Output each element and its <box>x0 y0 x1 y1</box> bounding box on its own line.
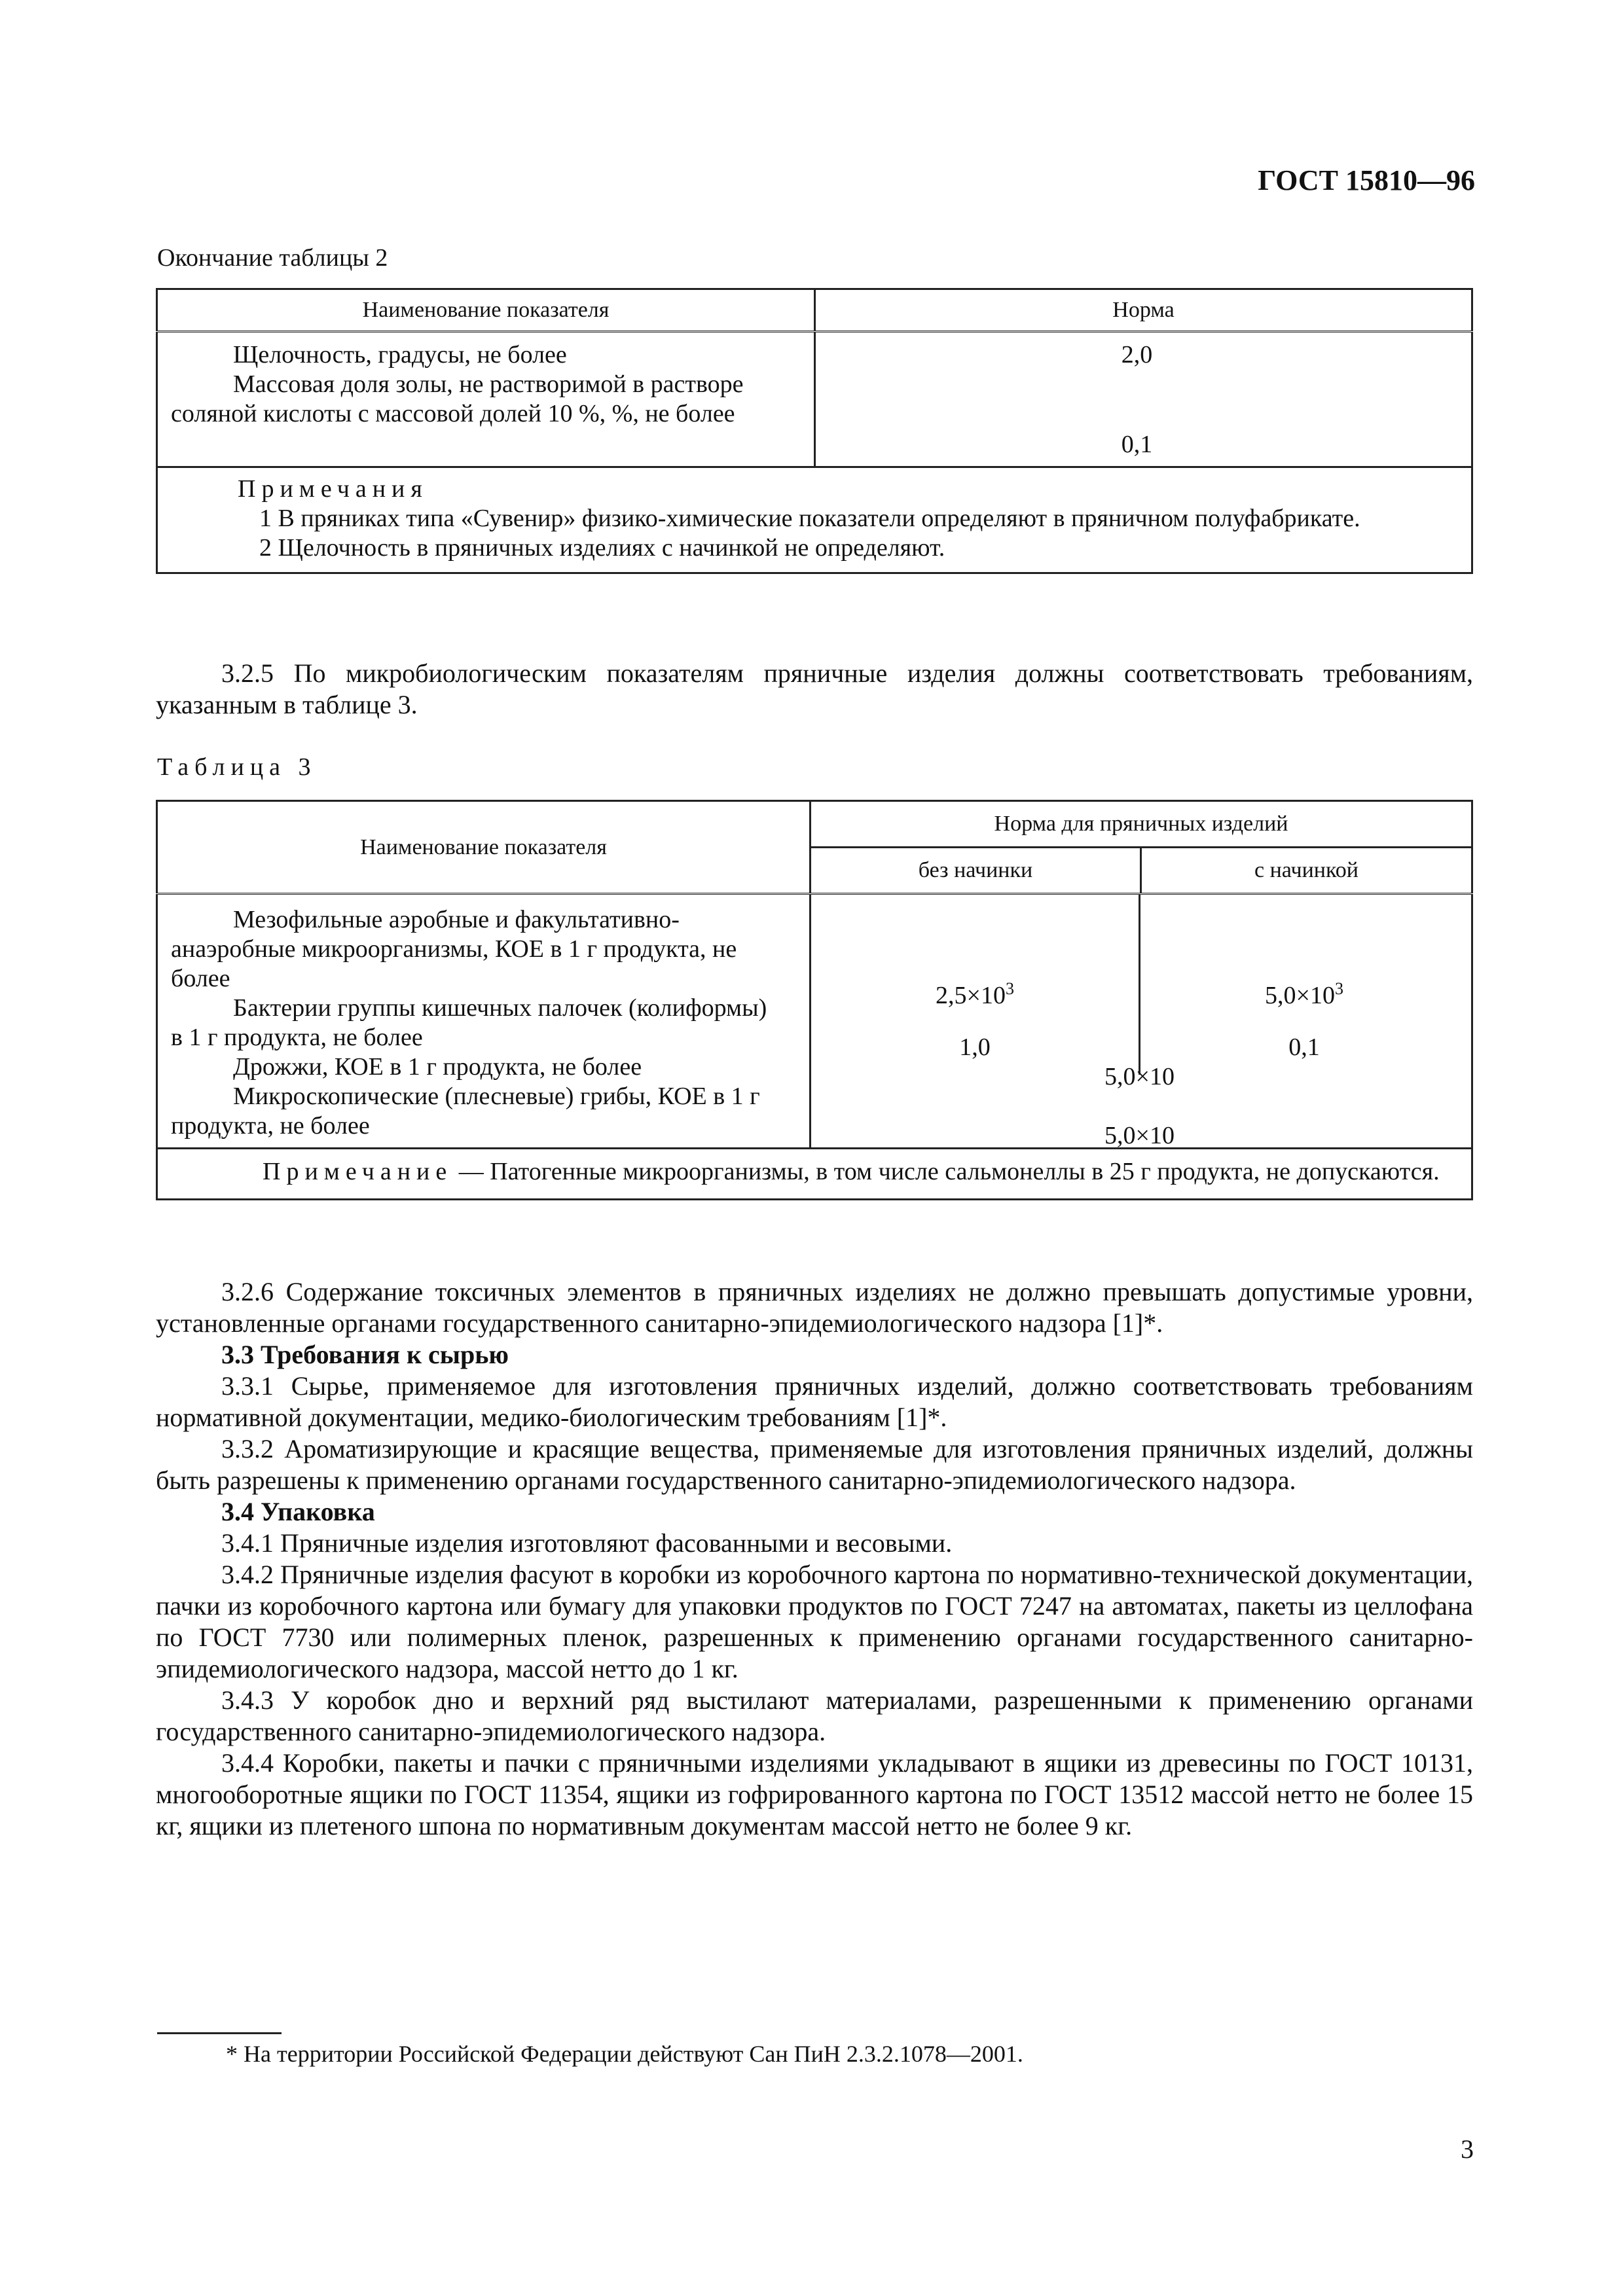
table3-note-text: Примечание — Патогенные микроорганизмы, в том числе сальмонеллы в 25 г продукта, не допускаются. <box>263 1158 1440 1185</box>
table3-values-cell <box>811 894 1472 1149</box>
table3-row2-name: Бактерии группы кишечных палочек (колиформы) в 1 г продукта, не более <box>171 994 767 1051</box>
table3-row1-with: $5,0\times 10^3$ <box>1265 979 1343 1009</box>
table2-note-1: 1 В пряниках типа «Сувенир» физико-химические показатели определяют в пряничном полуфабрикате. <box>259 505 1360 532</box>
paragraph-3-4-4: 3.4.4 Коробки, пакеты и пачки с пряничными изделиями укладывают в ящики из древесины по ГОСТ 10131, многооборотные ящики по ГОСТ 11354, ящики из гофрированного картона по ГОСТ 13512 массой нетто не более 15 кг, ящики из плетеного шпона по нормативным документам массой нетто не более 9 кг. <box>156 1748 1473 1840</box>
table3 <box>156 800 1473 1200</box>
paragraph-3-2-6: 3.2.6 Содержание токсичных элементов в пряничных изделиях не должно превышать допустимые уровни, установленные органами государственного санитарно-эпидемиологического надзора [1]*. <box>156 1277 1473 1338</box>
table3-header-name: Наименование показателя <box>157 801 811 894</box>
table2-row2-name: Массовая доля золы, не растворимой в растворе соляной кислоты с массовой долей 10 %, %, не более <box>171 370 744 427</box>
table3-row4-name: Микроскопические (плесневые) грибы, КОЕ в 1 г продукта, не более <box>171 1083 760 1139</box>
table3-row3-name: Дрожжи, КОЕ в 1 г продукта, не более <box>233 1053 642 1081</box>
footnote-rule <box>157 2032 282 2034</box>
table3-row3-both: 5,0×10 <box>1104 1063 1175 1090</box>
table3-names-cell <box>157 894 811 1149</box>
document-header: ГОСТ 15810—96 <box>1258 164 1475 196</box>
table2-row1-name: Щелочность, градусы, не более <box>233 341 567 368</box>
paragraph-3-2-5-text: 3.2.5 По микробиологическим показателям пряничные изделия должны соответствовать требованиям, указанным в таблице 3. <box>156 658 1473 719</box>
table3-row4-both: 5,0×10 <box>1104 1122 1175 1149</box>
footnote: * На территории Российской Федерации действуют Сан ПиН 2.3.2.1078—2001. <box>226 2041 1023 2067</box>
table3-caption: Таблица 3 <box>157 753 317 781</box>
table2-caption: Окончание таблицы 2 <box>157 244 388 272</box>
paragraph-3-4-3: 3.4.3 У коробок дно и верхний ряд выстилают материалами, разрешенными к применению органами государственного санитарно-эпидемиологического надзора. <box>156 1685 1473 1746</box>
page-number: 3 <box>1461 2134 1474 2164</box>
table2-note-title: Примечания <box>238 475 428 503</box>
table2-values-cell <box>815 332 1472 467</box>
heading-3-4: 3.4 Упаковка <box>221 1497 375 1526</box>
table3-row2-with: 0,1 <box>1288 1033 1320 1061</box>
paragraph-3-4-2: 3.4.2 Пряничные изделия фасуют в коробки из коробочного картона по нормативно-технической документации, пачки из коробочного картона или бумагу для упаковки продуктов по ГОСТ 7247 на автоматах, пакеты из целлофана по ГОСТ 7730 или полимерных пленок, разрешенных к применению органами государственного санитарно-эпидемиологического надзора, массой нетто до 1 кг. <box>156 1560 1473 1683</box>
table2-header-name: Наименование показателя <box>157 289 815 332</box>
table2 <box>156 288 1473 574</box>
table3-note <box>157 1149 1472 1200</box>
table2-notes <box>157 467 1472 573</box>
table3-row1-without: $2,5\times 10^3$ <box>936 979 1014 1009</box>
table3-header-group: Норма для пряничных изделий <box>811 801 1472 848</box>
table3-row2-without: 1,0 <box>959 1033 991 1061</box>
table3-row1-name: Мезофильные аэробные и факультативно-анаэробные микроорганизмы, КОЕ в 1 г продукта, не более <box>171 906 737 992</box>
main-text <box>156 1276 1473 1842</box>
table3-header-with: с начинкой <box>1141 848 1472 894</box>
paragraph-3-2-5 <box>156 658 1473 721</box>
heading-3-3: 3.3 Требования к сырью <box>221 1340 509 1369</box>
table2-row1-value: 2,0 <box>1121 341 1153 368</box>
table3-header-without: без начинки <box>811 848 1141 894</box>
table2-note-2: 2 Щелочность в пряничных изделиях с начинкой не определяют. <box>259 534 945 562</box>
paragraph-3-3-2: 3.3.2 Ароматизирующие и красящие вещества, применяемые для изготовления пряничных изделий, должны быть разрешены к применению органами государственного санитарно-эпидемиологического надзора. <box>156 1434 1473 1495</box>
paragraph-3-4-1: 3.4.1 Пряничные изделия изготовляют фасованными и весовыми. <box>221 1528 953 1558</box>
table2-names-cell <box>157 332 815 467</box>
table2-row2-value: 0,1 <box>1121 431 1153 458</box>
paragraph-3-3-1: 3.3.1 Сырье, применяемое для изготовления пряничных изделий, должно соответствовать требованиям нормативной документации, медико-биологическим требованиям [1]*. <box>156 1371 1473 1432</box>
table2-header-norm: Норма <box>815 289 1472 332</box>
